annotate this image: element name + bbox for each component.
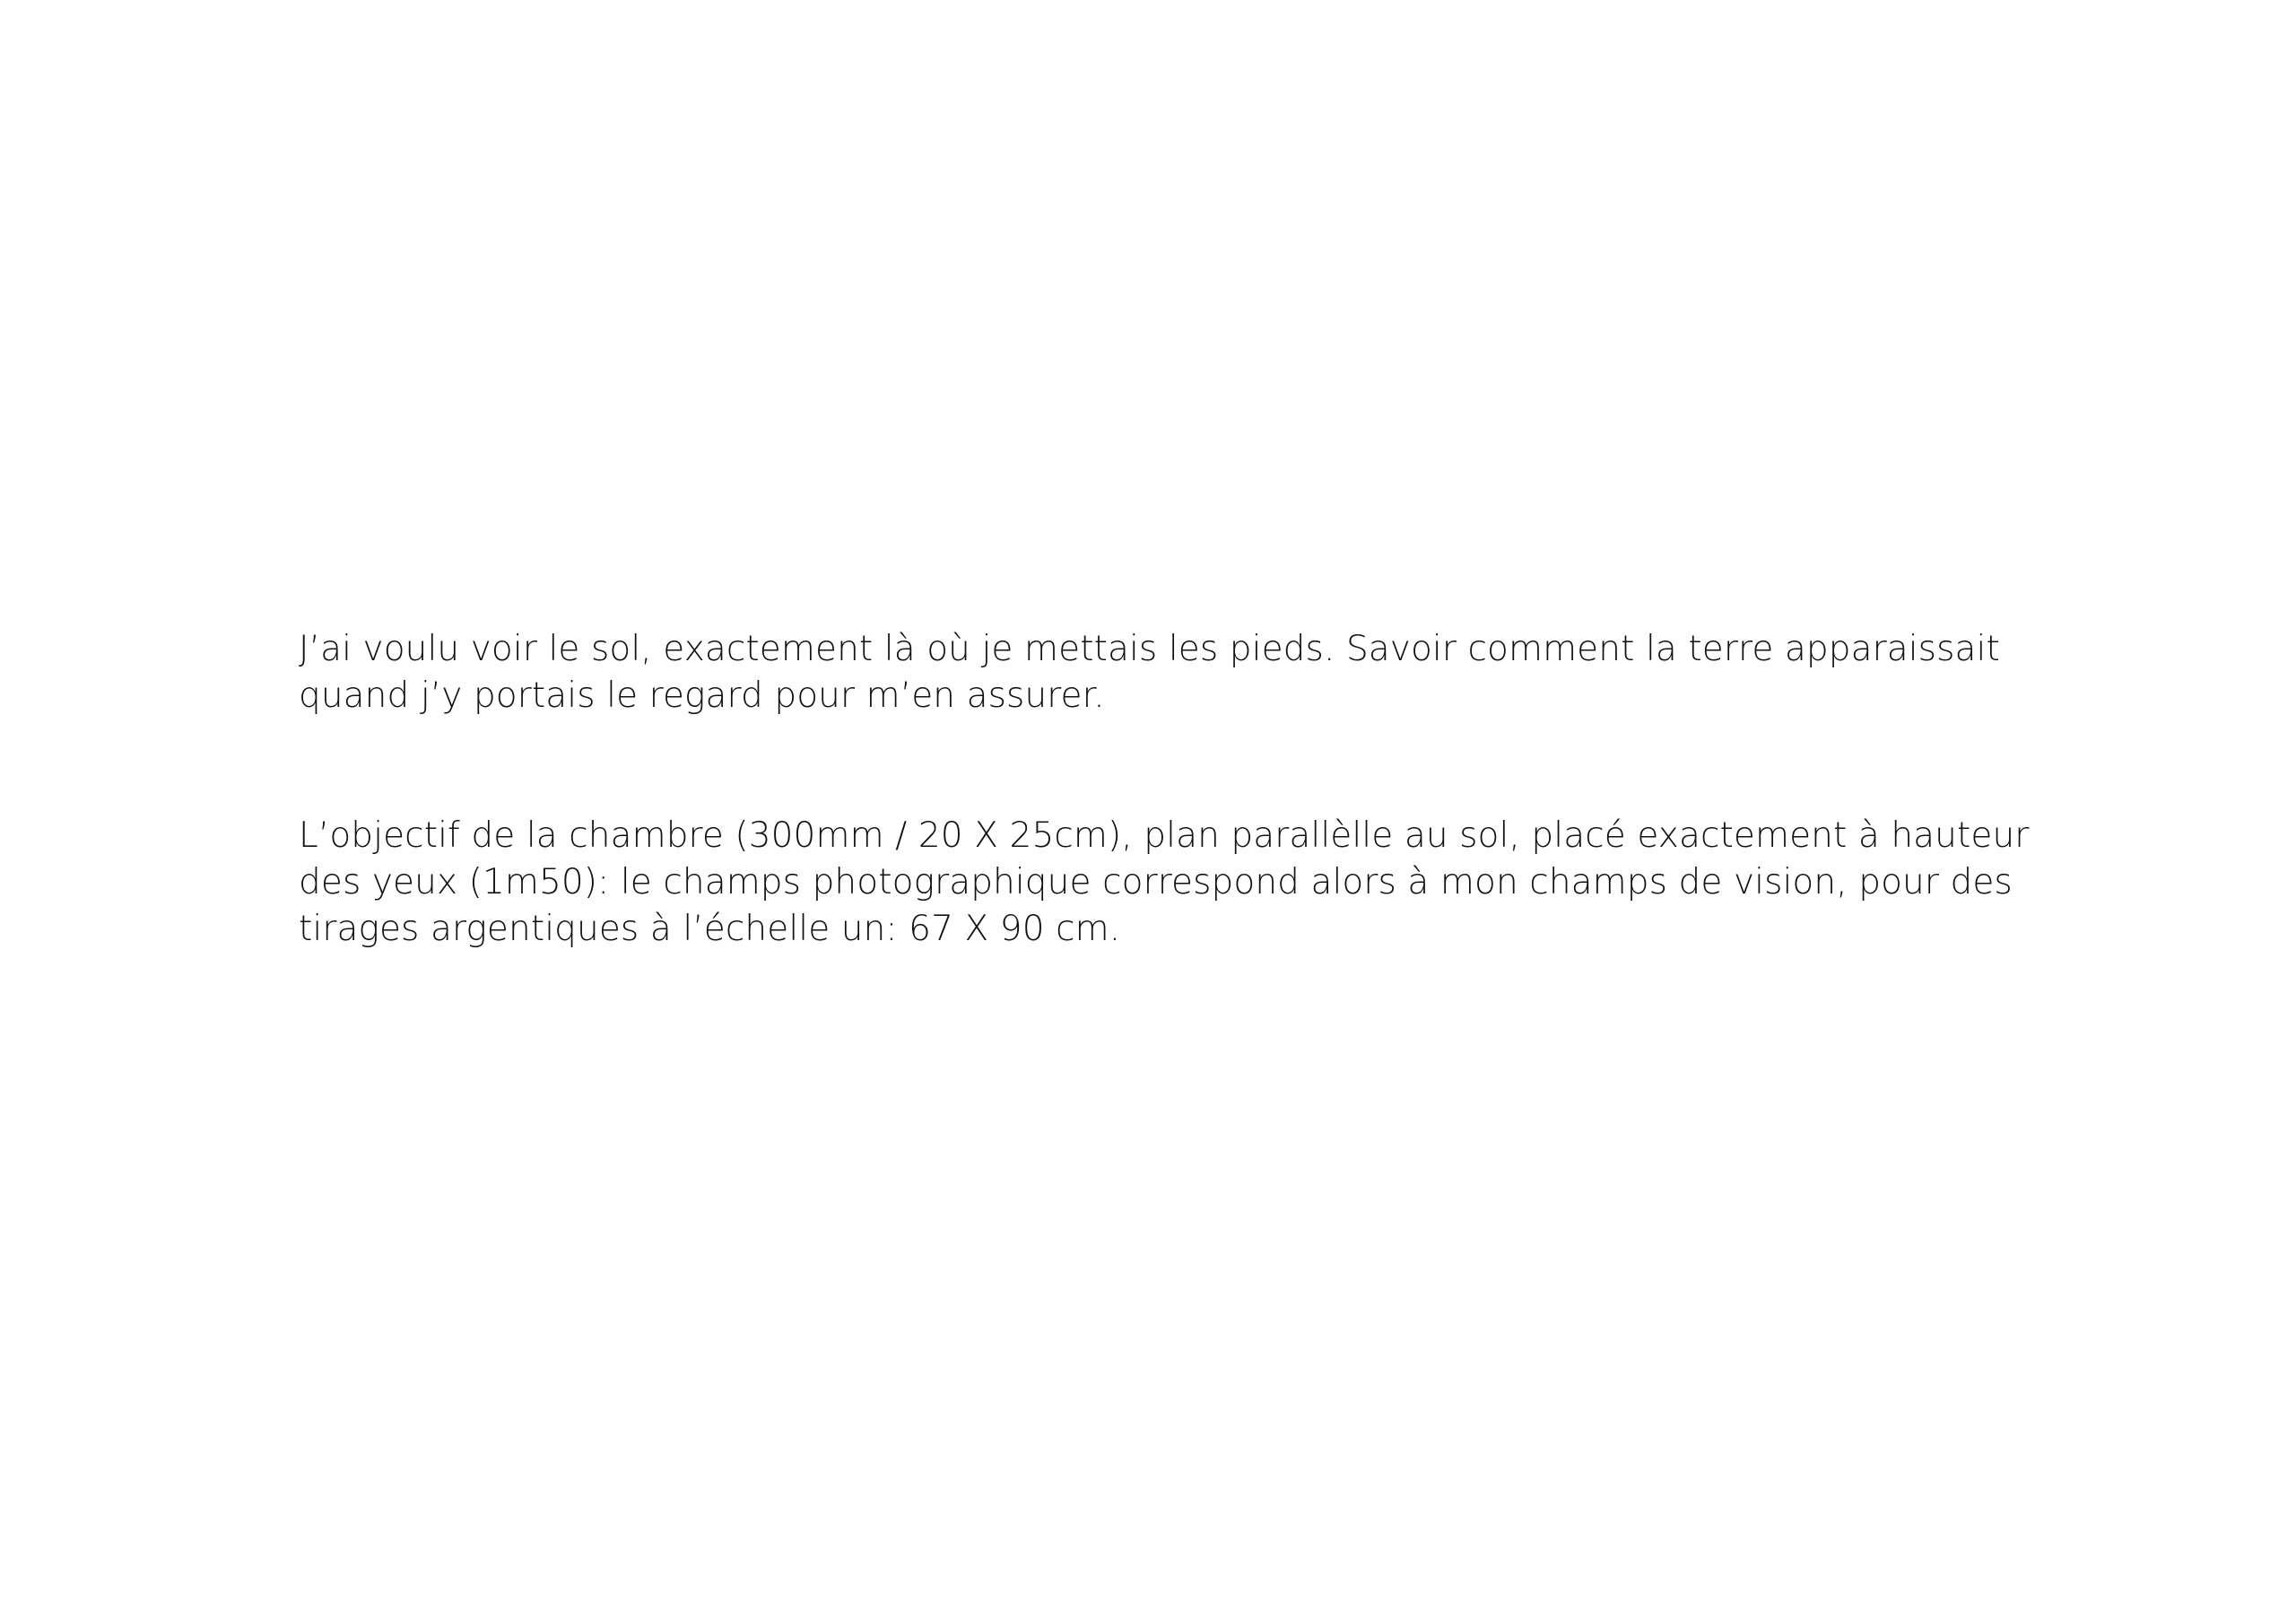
paragraph-intro — [299, 626, 2092, 719]
paragraph-technical-line-1: L’objectif de la chambre (300mm / 20 X 25cm), plan parallèlle au sol, placé exactement à hauteur — [299, 815, 2030, 856]
paragraph-technical-line-2: des yeux (1m50): le champs photographique correspond alors à mon champs de vision, pour des — [299, 862, 2013, 902]
paragraph-technical-line-3: tirages argentiques à l’échelle un: 67 X 90 cm. — [299, 909, 1121, 949]
paragraph-intro-line-1: J’ai voulu voir le sol, exactement là où je mettais les pieds. Savoir comment la terre apparaissait — [299, 629, 2000, 669]
document-text-block — [299, 626, 2092, 953]
paragraph-technical — [299, 813, 2092, 953]
paragraph-intro-line-2: quand j’y portais le regard pour m’en assurer. — [299, 675, 1105, 716]
